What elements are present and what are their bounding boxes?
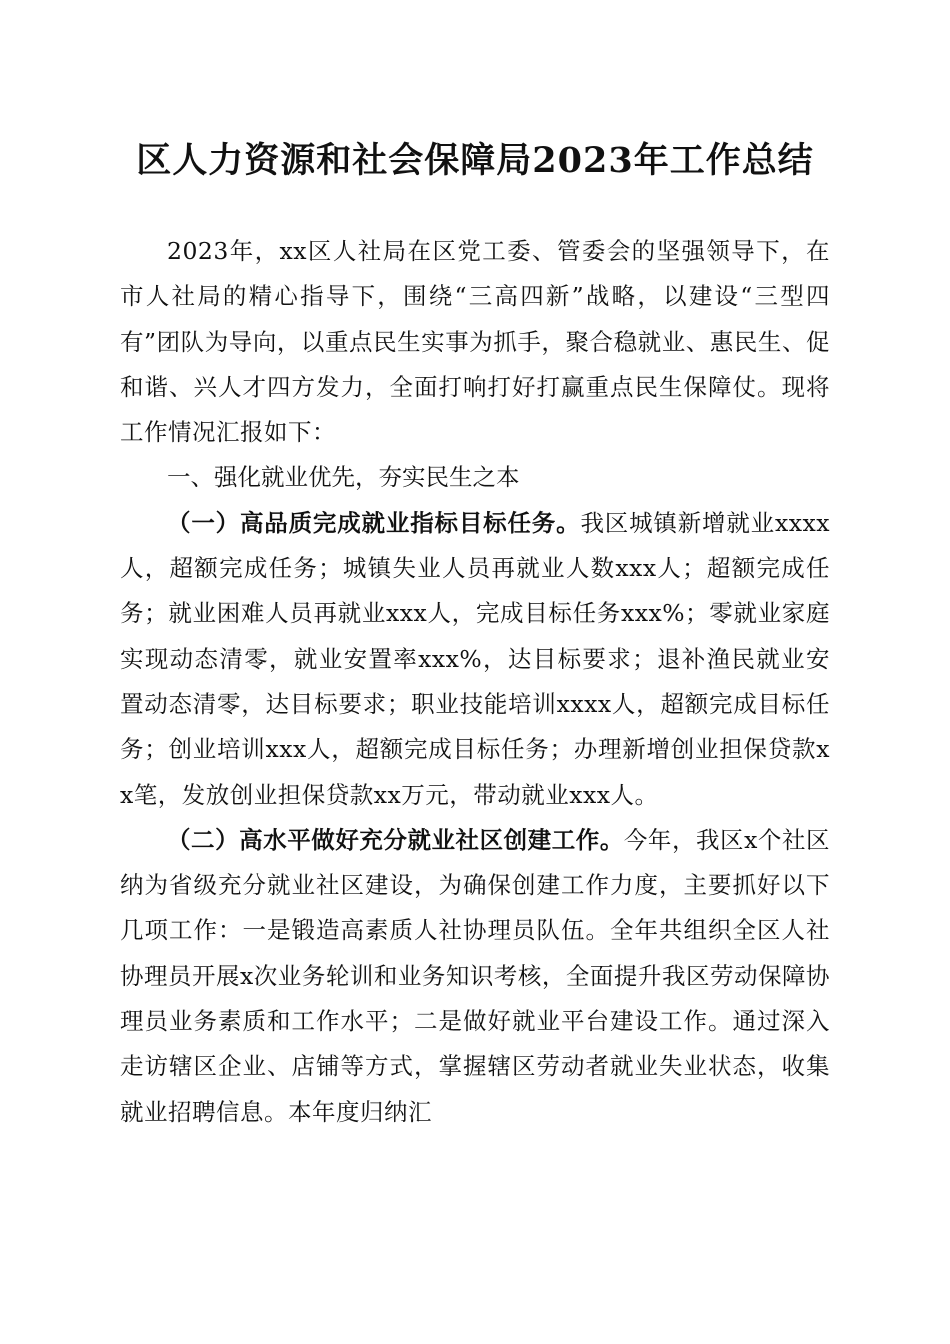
document-body [120,229,830,1135]
section-heading: 一、强化就业优先，夯实民生之本 [167,463,520,492]
document-title: 区人力资源和社会保障局2023年工作总结 [136,140,814,181]
item-paragraph-2 [120,818,830,1135]
item-text-1: 我区城镇新增就业xxxx人，超额完成任务；城镇失业人员再就业人数xxx人；超额完成任务；就业困难人员再就业xxx人，完成目标任务xxx%；零就业家庭实现动态清零，就业安置率xxx%，达目标要求；退补渔民就业安置动态清零，达目标要求；职业技能培训xxxx人，超额完成目标任务；创业培训xxx人，超额完成目标任务；办理新增创业担保贷款xx笔，发放创业担保贷款xx万元，带动就业xxx人。 [120,508,831,809]
intro-paragraph: 2023年，xx区人社局在区党工委、管委会的坚强领导下，在市人社局的精心指导下，围绕“三高四新”战略，以建设“三型四有”团队为导向，以重点民生实事为抓手，聚合稳就业、惠民生、促和谐、兴人才四方发力，全面打响打好打赢重点民生保障仗。现将工作情况汇报如下： [120,237,830,447]
item-text-2: 今年，我区x个社区纳为省级充分就业社区建设，为确保创建工作力度，主要抓好以下几项工作：一是锻造高素质人社协理员队伍。全年共组织全区人社协理员开展x次业务轮训和业务知识考核，全面提升我区劳动保障协理员业务素质和工作水平；二是做好就业平台建设工作。通过深入走访辖区企业、店铺等方式，掌握辖区劳动者就业失业状态，收集就业招聘信息。本年度归纳汇 [120,825,830,1126]
item-paragraph-1 [120,501,830,818]
item-lead-1: （一）高品质完成就业指标目标任务。 [167,508,581,537]
item-lead-2: （二）高水平做好充分就业社区创建工作。 [167,825,624,854]
